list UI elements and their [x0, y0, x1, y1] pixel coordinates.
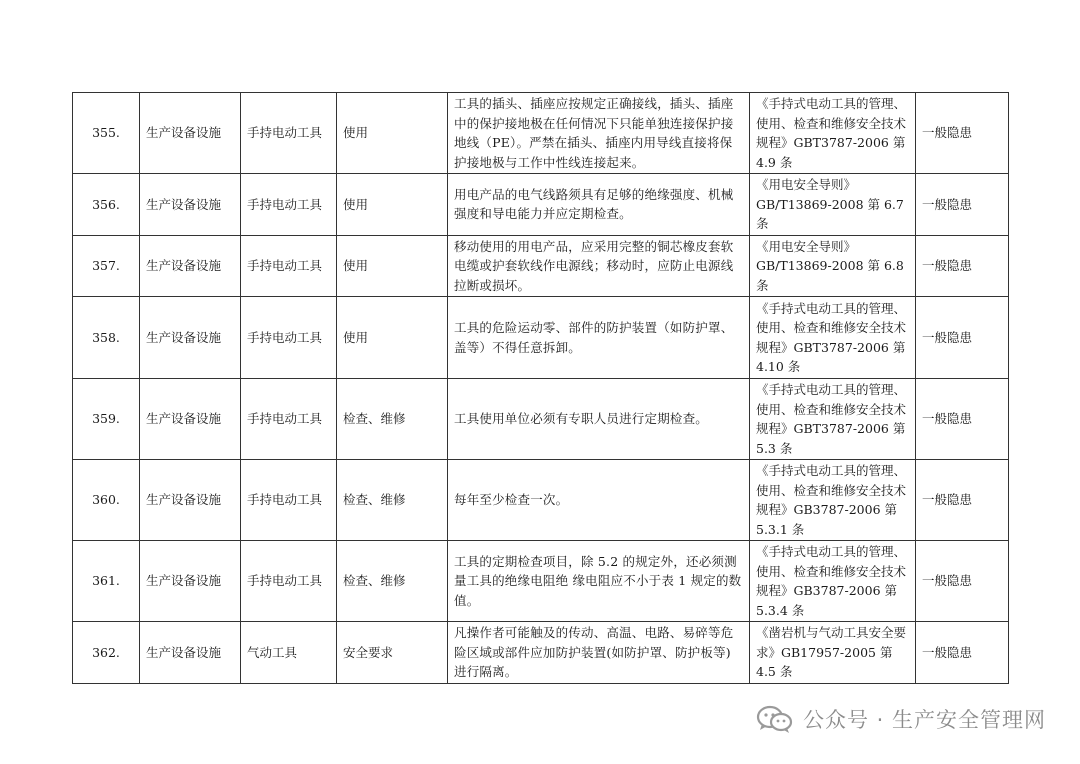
table-row — [73, 460, 1009, 541]
basis-cell: 《手持式电动工具的管理、使用、检查和维修安全技术规程》GBT3787-2006 第 4.9 条 — [750, 93, 916, 174]
basis-cell: 《用电安全导则》GB/T13869-2008 第 6.7 条 — [750, 174, 916, 236]
row-number: 359. — [73, 379, 140, 460]
category-cell: 生产设备设施 — [140, 460, 241, 541]
description-cell: 移动使用的用电产品，应采用完整的铜芯橡皮套软电缆或护套软线作电源线；移动时，应防止电源线拉断或损坏。 — [448, 235, 750, 297]
row-number: 360. — [73, 460, 140, 541]
level-cell: 一般隐患 — [916, 174, 1009, 236]
item-cell: 使用 — [337, 93, 448, 174]
category-cell: 生产设备设施 — [140, 379, 241, 460]
item-cell: 检查、维修 — [337, 379, 448, 460]
object-cell: 手持电动工具 — [241, 235, 337, 297]
row-number: 357. — [73, 235, 140, 297]
row-number: 362. — [73, 622, 140, 684]
basis-cell: 《手持式电动工具的管理、使用、检查和维修安全技术规程》GB3787-2006 第 5.3.4 条 — [750, 541, 916, 622]
category-cell: 生产设备设施 — [140, 235, 241, 297]
object-cell: 手持电动工具 — [241, 93, 337, 174]
category-cell: 生产设备设施 — [140, 93, 241, 174]
category-cell: 生产设备设施 — [140, 622, 241, 684]
basis-cell: 《手持式电动工具的管理、使用、检查和维修安全技术规程》GB3787-2006 第 5.3.1 条 — [750, 460, 916, 541]
level-cell: 一般隐患 — [916, 235, 1009, 297]
level-cell: 一般隐患 — [916, 460, 1009, 541]
category-cell: 生产设备设施 — [140, 297, 241, 379]
category-cell: 生产设备设施 — [140, 541, 241, 622]
description-cell: 每年至少检查一次。 — [448, 460, 750, 541]
object-cell: 手持电动工具 — [241, 174, 337, 236]
row-number: 355. — [73, 93, 140, 174]
table-row — [73, 379, 1009, 460]
item-cell: 使用 — [337, 297, 448, 379]
basis-cell: 《手持式电动工具的管理、使用、检查和维修安全技术规程》GBT3787-2006 第 5.3 条 — [750, 379, 916, 460]
object-cell: 手持电动工具 — [241, 541, 337, 622]
table-row — [73, 541, 1009, 622]
description-cell: 工具的插头、插座应按规定正确接线，插头、插座中的保护接地极在任何情况下只能单独连接保护接地线（PE）。严禁在插头、插座内用导线直接将保护接地极与工作中性线连接起来。 — [448, 93, 750, 174]
description-cell: 工具使用单位必须有专职人员进行定期检查。 — [448, 379, 750, 460]
watermark — [755, 704, 1046, 734]
wechat-icon — [755, 704, 795, 734]
row-number: 361. — [73, 541, 140, 622]
watermark-text: 公众号 · 生产安全管理网 — [802, 708, 1046, 732]
item-cell: 安全要求 — [337, 622, 448, 684]
basis-cell: 《用电安全导则》GB/T13869-2008 第 6.8 条 — [750, 235, 916, 297]
category-cell: 生产设备设施 — [140, 174, 241, 236]
description-cell: 工具的危险运动零、部件的防护装置（如防护罩、盖等）不得任意拆卸。 — [448, 297, 750, 379]
table-row — [73, 235, 1009, 297]
description-cell: 凡操作者可能触及的传动、高温、电路、易碎等危险区域或部件应加防护装置(如防护罩、防护板等)进行隔离。 — [448, 622, 750, 684]
level-cell: 一般隐患 — [916, 541, 1009, 622]
level-cell: 一般隐患 — [916, 93, 1009, 174]
table-row — [73, 93, 1009, 174]
table-row — [73, 622, 1009, 684]
level-cell: 一般隐患 — [916, 297, 1009, 379]
description-cell: 用电产品的电气线路须具有足够的绝缘强度、机械强度和导电能力并应定期检查。 — [448, 174, 750, 236]
hazard-table — [72, 92, 1009, 684]
object-cell: 手持电动工具 — [241, 297, 337, 379]
row-number: 358. — [73, 297, 140, 379]
level-cell: 一般隐患 — [916, 622, 1009, 684]
item-cell: 使用 — [337, 174, 448, 236]
object-cell: 手持电动工具 — [241, 379, 337, 460]
basis-cell: 《凿岩机与气动工具安全要求》GB17957-2005 第 4.5 条 — [750, 622, 916, 684]
row-number: 356. — [73, 174, 140, 236]
item-cell: 检查、维修 — [337, 541, 448, 622]
basis-cell: 《手持式电动工具的管理、使用、检查和维修安全技术规程》GBT3787-2006 第 4.10 条 — [750, 297, 916, 379]
table-row — [73, 174, 1009, 236]
object-cell: 手持电动工具 — [241, 460, 337, 541]
item-cell: 使用 — [337, 235, 448, 297]
item-cell: 检查、维修 — [337, 460, 448, 541]
table-row — [73, 297, 1009, 379]
level-cell: 一般隐患 — [916, 379, 1009, 460]
object-cell: 气动工具 — [241, 622, 337, 684]
description-cell: 工具的定期检查项目，除 5.2 的规定外，还必须测量工具的绝缘电阻绝 缘电阻应不小于表 1 规定的数值。 — [448, 541, 750, 622]
